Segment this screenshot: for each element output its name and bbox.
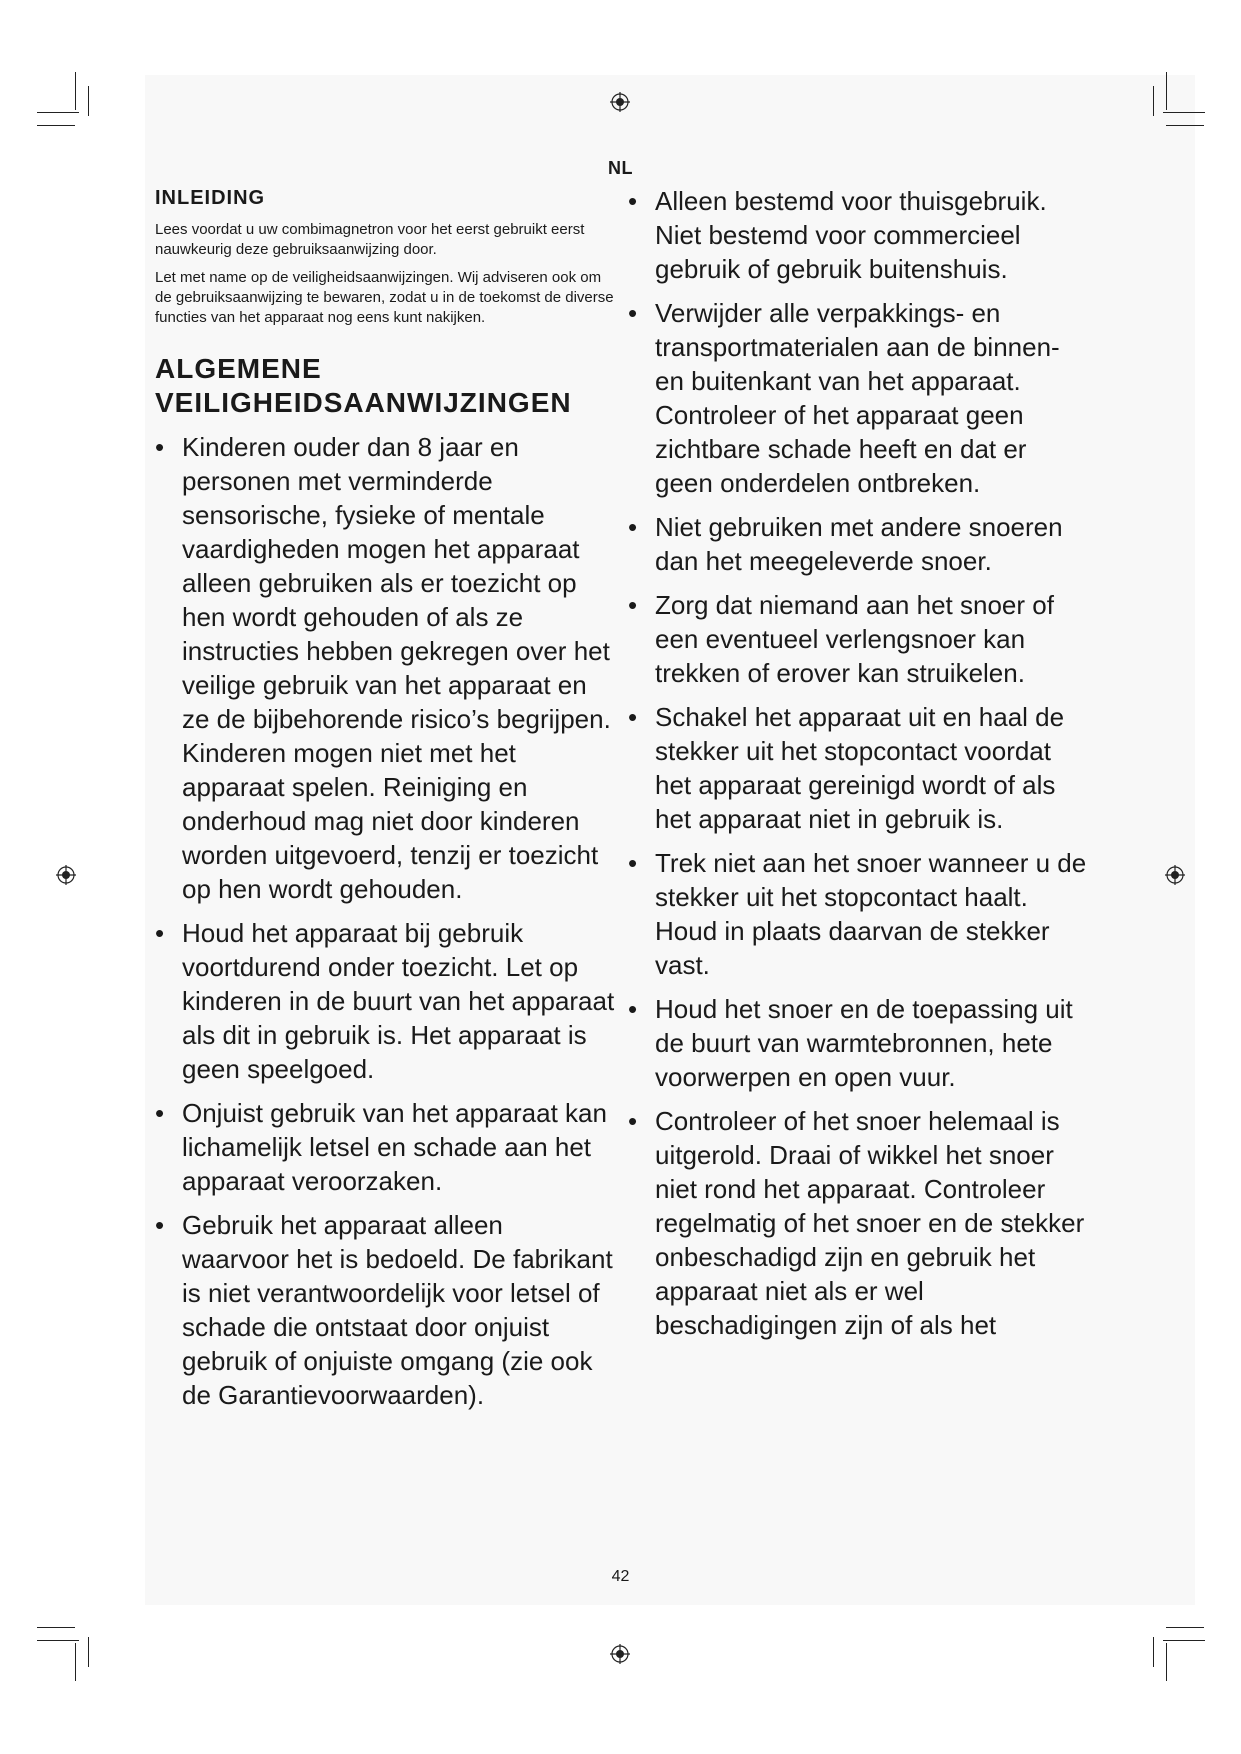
crop-mark-top-left-v1 [75, 72, 76, 110]
crop-mark-top-left-v2 [88, 86, 89, 116]
list-item-text: Houd het apparaat bij gebruik voortdurend onder toezicht. Let op kinderen in de buurt van het apparaat als dit in gebruik is. Het apparaat is geen speelgoed. [182, 918, 615, 1084]
crop-mark-top-right-v2 [1153, 86, 1154, 116]
list-item-text: Alleen bestemd voor thuisgebruik. Niet bestemd voor commercieel gebruik of gebruik buitenshuis. [655, 186, 1047, 284]
list-item [628, 992, 1088, 1094]
bullet-icon: • [628, 590, 638, 620]
list-item [628, 1104, 1088, 1342]
crop-mark-bottom-right-h [1166, 1627, 1204, 1628]
language-code: NL [608, 158, 633, 178]
intro-paragraph: Let met name op de veiligheidsaanwijzingen. Wij adviseren ook om de gebruiksaanwijzing te bewaren, zodat u in de toekomst de diverse functies van het apparaat nog eens kunt nakijken. [155, 269, 614, 326]
registration-mark-icon [55, 864, 77, 886]
list-item-text: Gebruik het apparaat alleen waarvoor het is bedoeld. De fabrikant is niet verantwoordelijk voor letsel of schade die ontstaat door onjuist gebruik of onjuiste omgang (zie ook de Garantievoorwaarden). [182, 1210, 613, 1410]
crop-mark-bottom-right-v2 [1153, 1637, 1154, 1667]
intro-heading: INLEIDING [155, 187, 266, 209]
crop-mark-top-left-h [37, 125, 75, 126]
list-item-text: Trek niet aan het snoer wanneer u de stekker uit het stopcontact haalt. Houd in plaats daarvan de stekker vast. [655, 848, 1087, 980]
list-item-text: Verwijder alle verpakkings- en transportmaterialen aan de binnen- en buitenkant van het apparaat. Controleer of het apparaat geen zichtbare schade heeft en dat er geen onderdelen ontbreken. [655, 298, 1060, 498]
list-item [628, 846, 1088, 982]
crop-mark-bottom-right-v1 [1166, 1643, 1167, 1681]
crop-mark-bottom-left-h [37, 1627, 75, 1628]
list-item [155, 1096, 615, 1198]
crop-mark-top-right-v1 [1166, 72, 1167, 110]
crop-mark-bottom-right [1163, 1640, 1205, 1641]
safety-heading [155, 352, 615, 420]
crop-mark-top-right [1163, 112, 1205, 113]
bullet-icon: • [155, 432, 165, 462]
list-item [628, 588, 1088, 690]
registration-mark-icon [1164, 864, 1186, 886]
list-item-text: Controleer of het snoer helemaal is uitgerold. Draai of wikkel het snoer niet rond het apparaat. Controleer regelmatig of het snoer en de stekker onbeschadigd zijn en gebruik het apparaat niet als er wel beschadigingen zijn of als het [655, 1106, 1085, 1340]
safety-heading-line: VEILIGHEIDSAANWIJZINGEN [155, 387, 572, 418]
crop-mark-bottom-left [37, 1640, 79, 1641]
bullet-icon: • [628, 512, 638, 542]
bullet-icon: • [155, 1098, 165, 1128]
list-item [628, 184, 1088, 286]
safety-heading-line: ALGEMENE [155, 353, 322, 384]
bullet-icon: • [628, 1106, 638, 1136]
crop-mark-bottom-left-v1 [75, 1643, 76, 1681]
list-item [628, 296, 1088, 500]
bullet-icon: • [628, 994, 638, 1024]
page-number: 42 [611, 1568, 630, 1585]
list-item [155, 430, 615, 906]
list-item-text: Zorg dat niemand aan het snoer of een eventueel verlengsnoer kan trekken of erover kan struikelen. [655, 590, 1054, 688]
list-item [628, 510, 1088, 578]
list-item-text: Kinderen ouder dan 8 jaar en personen met verminderde sensorische, fysieke of mentale vaardigheden mogen het apparaat alleen gebruiken als er toezicht op hen wordt gehouden of als ze instructies hebben gekregen over het veilige gebruik van het apparaat en ze de bijbehorende risico’s begrijpen. Kinderen mogen niet met het apparaat spelen. Reiniging en onderhoud mag niet door kinderen worden uitgevoerd, tenzij er toezicht op hen wordt gehouden. [182, 432, 611, 904]
list-item-text: Houd het snoer en de toepassing uit de buurt van warmtebronnen, hete voorwerpen en open vuur. [655, 994, 1073, 1092]
registration-mark-icon [609, 91, 631, 113]
list-item [628, 700, 1088, 836]
crop-mark-top-right-h [1166, 125, 1204, 126]
list-item [155, 916, 615, 1086]
bullet-icon: • [155, 918, 165, 948]
crop-mark-top-left [37, 112, 79, 113]
bullet-icon: • [628, 298, 638, 328]
registration-mark-icon [609, 1643, 631, 1665]
intro-paragraph: Lees voordat u uw combimagnetron voor het eerst gebruikt eerst nauwkeurig deze gebruiksaanwijzing door. [155, 221, 585, 258]
safety-list-right [628, 184, 1088, 1342]
safety-list-left [155, 430, 615, 1412]
bullet-icon: • [155, 1210, 165, 1240]
right-column [628, 184, 1088, 1352]
list-item-text: Schakel het apparaat uit en haal de stekker uit het stopcontact voordat het apparaat gereinigd wordt of als het apparaat niet in gebruik is. [655, 702, 1065, 834]
bullet-icon: • [628, 848, 638, 878]
list-item [155, 1208, 615, 1412]
list-item-text: Niet gebruiken met andere snoeren dan het meegeleverde snoer. [655, 512, 1063, 576]
list-item-text: Onjuist gebruik van het apparaat kan lichamelijk letsel en schade aan het apparaat veroorzaken. [182, 1098, 607, 1196]
crop-mark-bottom-left-v2 [88, 1637, 89, 1667]
bullet-icon: • [628, 702, 638, 732]
left-column [155, 187, 615, 1422]
bullet-icon: • [628, 186, 638, 216]
